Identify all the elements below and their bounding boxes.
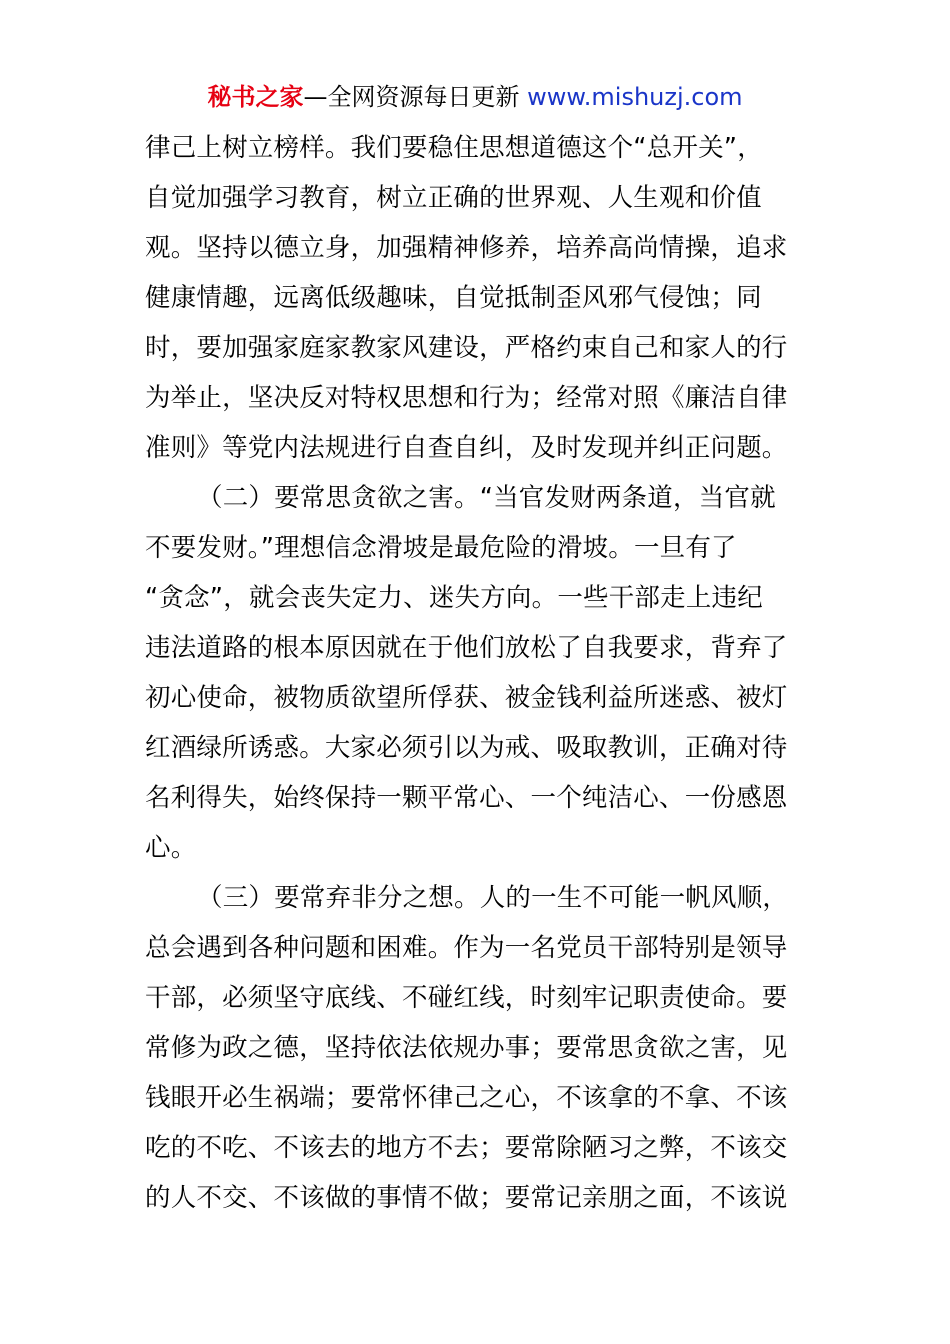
text-line: 红酒绿所诱惑。大家必须引以为戒、吸取教训，正确对待 [145, 733, 788, 763]
text-line: 不要发财。”理想信念滑坡是最危险的滑坡。一旦有了 [145, 533, 737, 563]
site-url-link[interactable]: www.mishuzj.com [527, 83, 743, 111]
site-tagline: —全网资源每日更新 [303, 83, 528, 111]
text-line: 违法道路的根本原因就在于他们放松了自我要求，背弃了 [145, 633, 788, 663]
text-line: 名利得失，始终保持一颗平常心、一个纯洁心、一份感恩 [145, 783, 788, 813]
text-line: 健康情趣，远离低级趣味，自觉抵制歪风邪气侵蚀；同 [145, 283, 762, 313]
text-line: 自觉加强学习教育，树立正确的世界观、人生观和价值 [145, 183, 762, 213]
text-line: 总会遇到各种问题和困难。作为一名党员干部特别是领导 [145, 933, 788, 963]
text-line: 时，要加强家庭家教家风建设，严格约束自己和家人的行 [145, 333, 788, 363]
text-line: 为举止，坚决反对特权思想和行为；经常对照《廉洁自律 [145, 383, 788, 413]
paragraph [145, 873, 810, 1223]
text-line: （二）要常思贪欲之害。“当官发财两条道，当官就 [197, 483, 776, 513]
text-line: 律己上树立榜样。我们要稳住思想道德这个“总开关”， [145, 133, 763, 163]
text-line: 钱眼开必生祸端；要常怀律己之心，不该拿的不拿、不该 [145, 1083, 788, 1113]
paragraph [145, 123, 810, 473]
text-line: 准则》等党内法规进行自查自纠，及时发现并纠正问题。 [145, 433, 788, 463]
text-line: （三）要常弃非分之想。人的一生不可能一帆风顺， [197, 883, 789, 913]
document-body [145, 123, 810, 1223]
text-line: 干部，必须坚守底线、不碰红线，时刻牢记职责使命。要 [145, 983, 788, 1013]
text-line: 初心使命，被物质欲望所俘获、被金钱利益所迷惑、被灯 [145, 683, 788, 713]
site-brand: 秘书之家 [207, 83, 304, 111]
text-line: 的人不交、不该做的事情不做；要常记亲朋之面，不该说 [145, 1183, 788, 1213]
paragraph [145, 473, 810, 873]
text-line: 吃的不吃、不该去的地方不去；要常除陋习之弊，不该交 [145, 1133, 788, 1163]
text-line: 心。 [145, 833, 197, 863]
text-line: “贪念”，就会丧失定力、迷失方向。一些干部走上违纪 [145, 583, 763, 613]
text-line: 观。坚持以德立身，加强精神修养，培养高尚情操，追求 [145, 233, 788, 263]
site-header [0, 82, 950, 112]
text-line: 常修为政之德，坚持依法依规办事；要常思贪欲之害，见 [145, 1033, 788, 1063]
